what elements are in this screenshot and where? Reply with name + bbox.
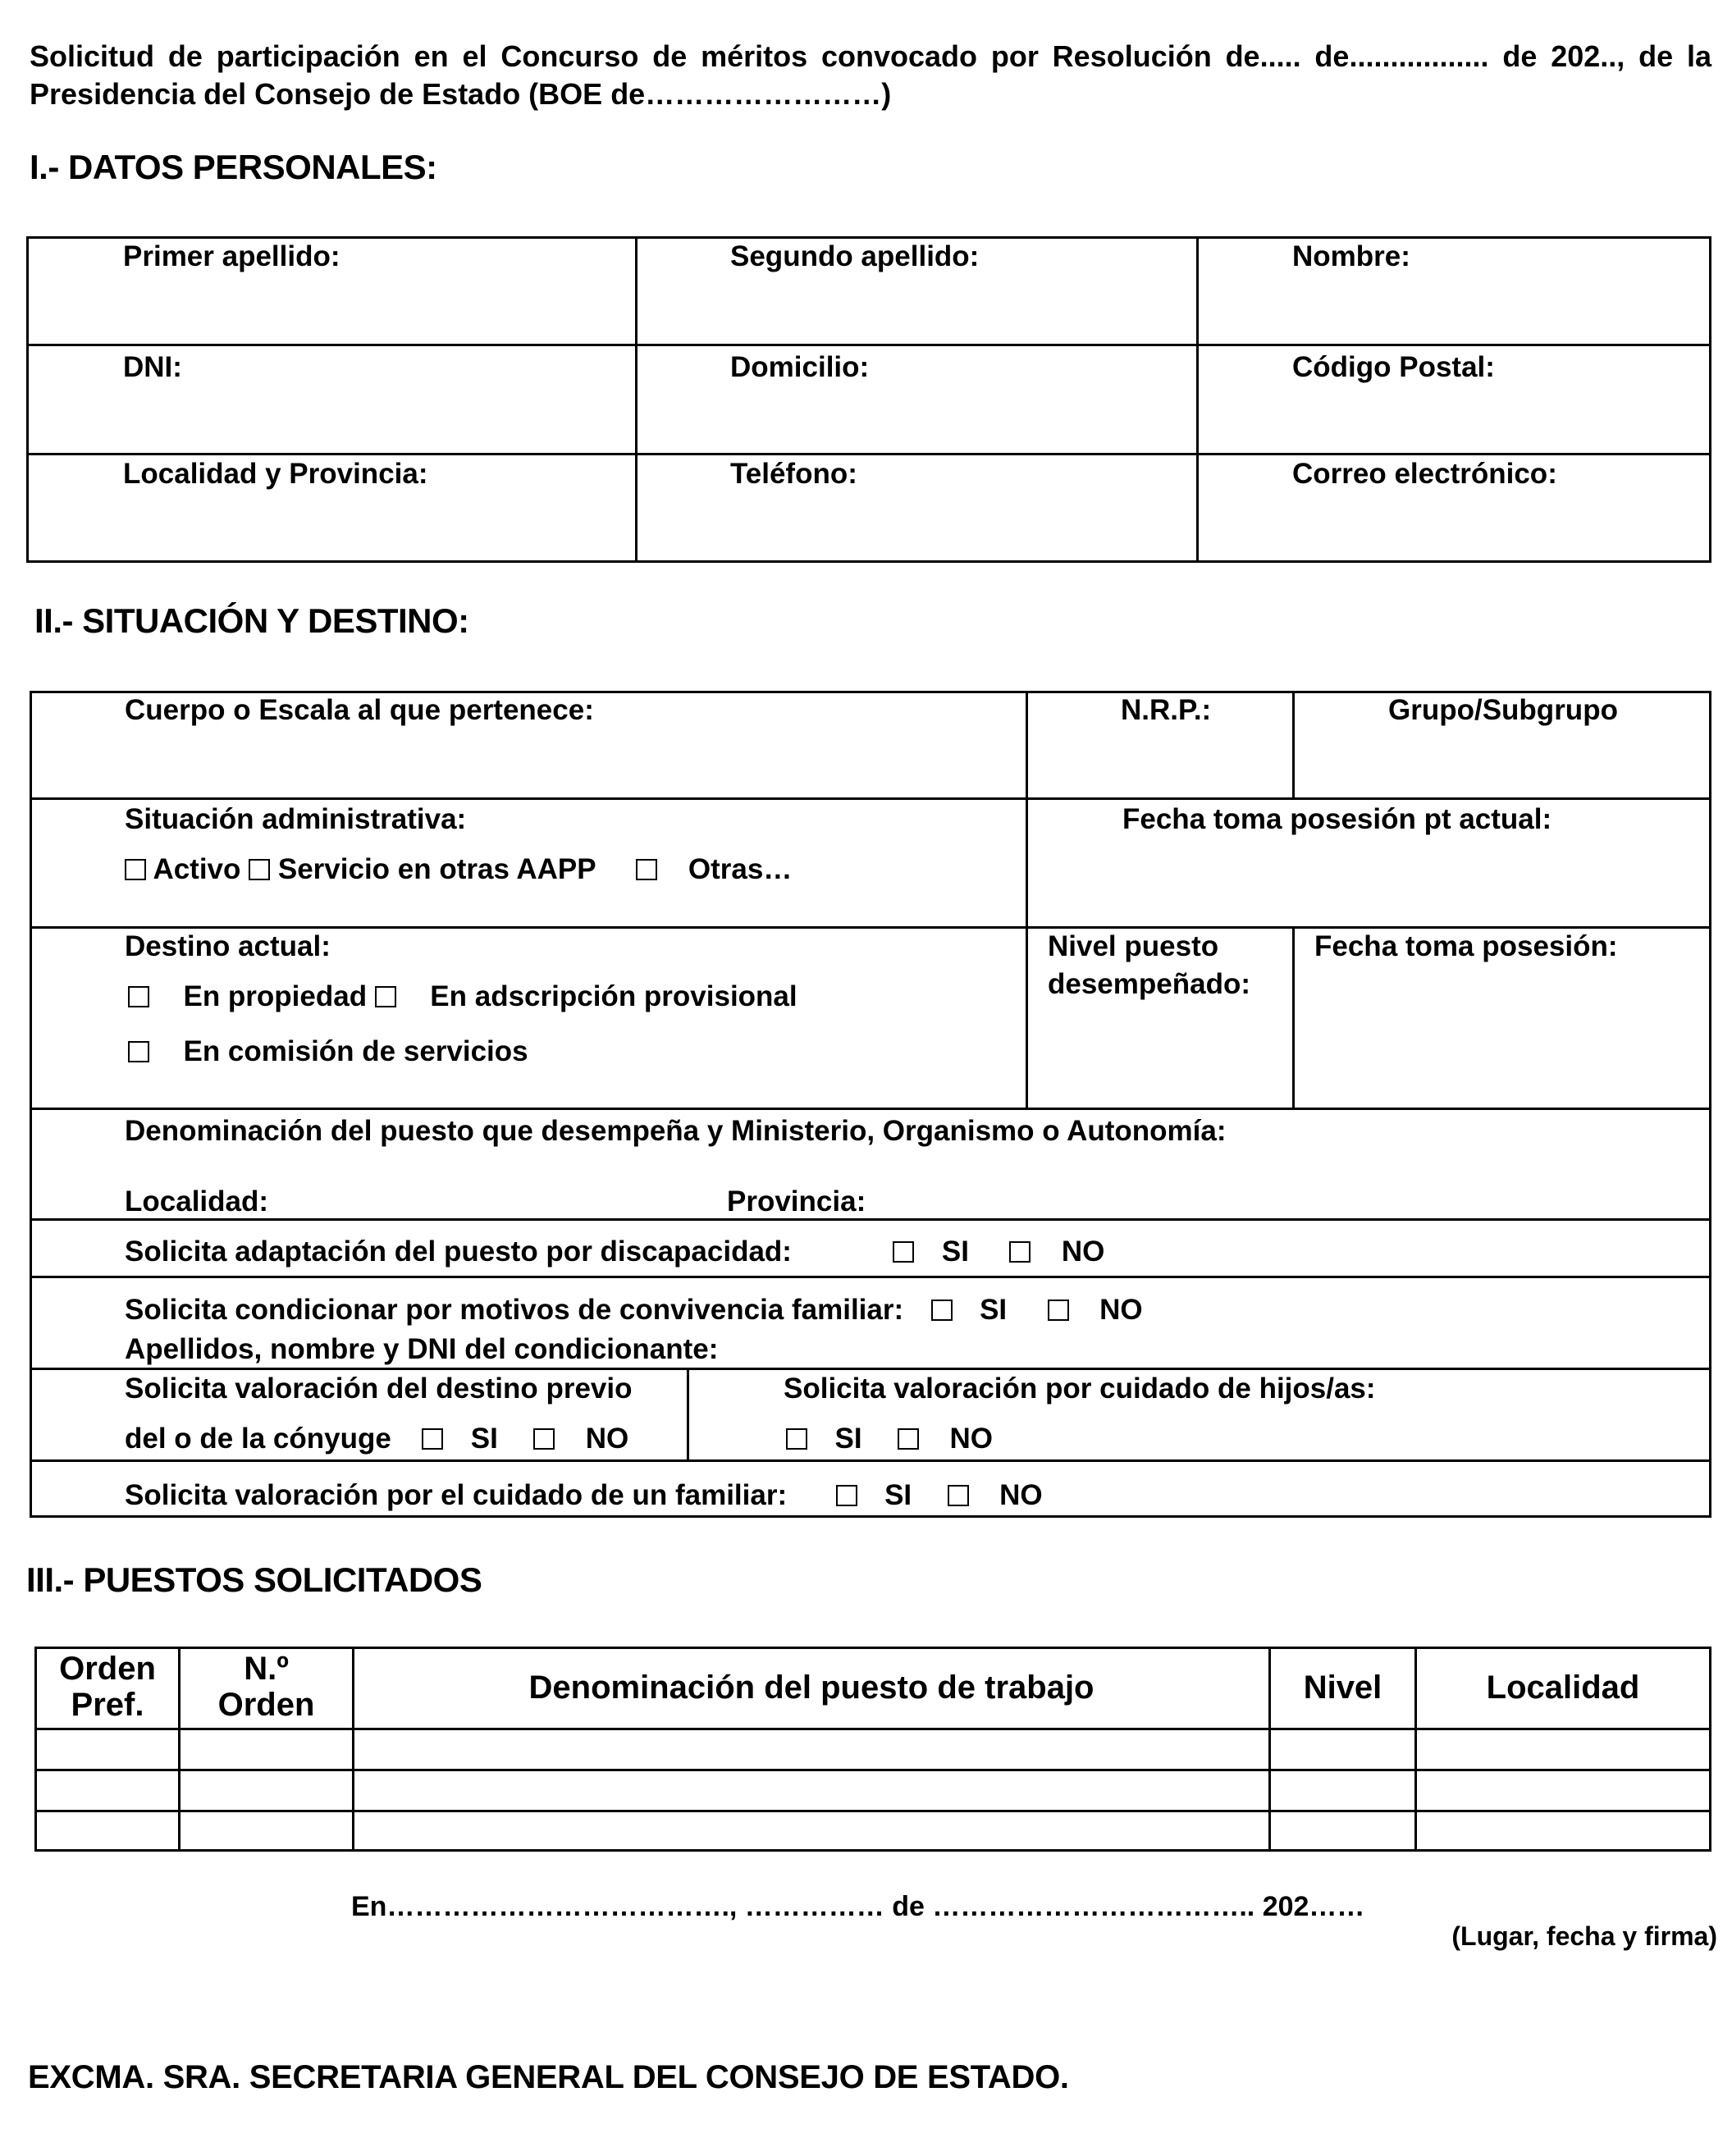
col-orden-pref-2: Pref.: [71, 1687, 144, 1723]
option-propiedad-label: En propiedad: [183, 980, 368, 1012]
intro-text: [30, 38, 1711, 113]
field-dni[interactable]: DNI:: [123, 351, 182, 383]
divider: [34, 1728, 1711, 1730]
field-fecha-toma-posesion[interactable]: Fecha toma posesión:: [1314, 930, 1618, 962]
signature-line[interactable]: En………………………………., …………… de …………………………….. 202……: [351, 1891, 1365, 1922]
checkbox-familiar-si[interactable]: [836, 1485, 857, 1506]
field-codigo-postal[interactable]: Código Postal:: [1292, 351, 1495, 383]
condicionar-label: Solicita condicionar por motivos de convivencia familiar:: [125, 1294, 904, 1326]
condicionar-no: NO: [1099, 1294, 1143, 1326]
field-segundo-apellido[interactable]: Segundo apellido:: [730, 240, 980, 272]
field-telefono[interactable]: Teléfono:: [730, 458, 857, 490]
nivel-line-2: desempeñado:: [1048, 968, 1250, 1000]
option-otras-label: Otras…: [688, 853, 793, 885]
familiar-row: [125, 1479, 1043, 1512]
divider: [687, 1368, 689, 1460]
checkbox-destino-previo-no[interactable]: [533, 1428, 555, 1450]
checkbox-servicio-otras-aapp[interactable]: [249, 859, 270, 880]
field-provincia[interactable]: Provincia:: [727, 1185, 866, 1217]
option-servicio-label: Servicio en otras AAPP: [277, 853, 596, 885]
checkbox-familiar-no[interactable]: [948, 1485, 969, 1506]
checkbox-condicionar-si[interactable]: [931, 1300, 953, 1321]
col-orden-pref-1: Orden: [59, 1651, 156, 1687]
checkbox-adscripcion-provisional[interactable]: [375, 986, 396, 1007]
destino-options-row1: [128, 980, 797, 1013]
divider: [1292, 691, 1295, 798]
hijos-label: Solicita valoración por cuidado de hijos/as:: [784, 1373, 1376, 1405]
divider: [26, 344, 1711, 346]
adaptacion-label: Solicita adaptación del puesto por discapacidad:: [125, 1236, 792, 1268]
field-primer-apellido[interactable]: Primer apellido:: [123, 240, 340, 272]
col-num-orden-2: Orden: [217, 1687, 315, 1723]
col-num-orden: [181, 1651, 352, 1723]
section-title-puestos: III.- PUESTOS SOLICITADOS: [26, 1560, 482, 1599]
field-grupo-subgrupo[interactable]: Grupo/Subgrupo: [1388, 694, 1618, 726]
field-nivel-puesto[interactable]: [1048, 930, 1250, 1001]
field-fecha-posesion-actual[interactable]: Fecha toma posesión pt actual:: [1122, 803, 1552, 835]
field-denominacion-puesto[interactable]: Denominación del puesto que desempeña y Ministerio, Organismo o Autonomía:: [125, 1115, 1227, 1147]
hijos-si: SI: [834, 1423, 862, 1455]
adaptacion-row: [125, 1236, 1104, 1268]
section-title-situacion: II.- SITUACIÓN Y DESTINO:: [34, 601, 469, 640]
divider: [1196, 236, 1199, 563]
familiar-label: Solicita valoración por el cuidado de un familiar:: [125, 1479, 788, 1511]
divider: [1292, 926, 1295, 1108]
checkbox-condicionar-no[interactable]: [1048, 1300, 1069, 1321]
field-localidad[interactable]: Localidad:: [125, 1185, 269, 1217]
condicionar-si: SI: [980, 1294, 1008, 1326]
intro-line-2: Presidencia del Consejo de Estado (BOE de……………………): [30, 77, 892, 111]
adaptacion-no: NO: [1061, 1236, 1105, 1268]
hijos-row: [786, 1423, 993, 1455]
personal-data-table: [26, 236, 1711, 563]
divider: [30, 797, 1711, 800]
field-cuerpo-escala[interactable]: Cuerpo o Escala al que pertenece:: [125, 694, 594, 726]
checkbox-adaptacion-no[interactable]: [1009, 1241, 1031, 1263]
signature-caption: (Lugar, fecha y firma): [1451, 1921, 1717, 1951]
adaptacion-si: SI: [941, 1236, 969, 1268]
field-nombre[interactable]: Nombre:: [1292, 240, 1410, 272]
destino-label: Destino actual:: [125, 930, 331, 962]
divider: [30, 1459, 1711, 1462]
checkbox-adaptacion-si[interactable]: [893, 1241, 914, 1263]
situacion-label: Situación administrativa:: [125, 803, 467, 835]
col-orden-pref: [37, 1651, 178, 1723]
field-domicilio[interactable]: Domicilio:: [730, 351, 870, 383]
checkbox-en-propiedad[interactable]: [128, 986, 149, 1007]
field-localidad-provincia[interactable]: Localidad y Provincia:: [123, 458, 428, 490]
checkbox-comision-servicios[interactable]: [128, 1041, 149, 1062]
familiar-no: NO: [999, 1479, 1043, 1511]
divider: [30, 1218, 1711, 1221]
divider: [34, 1769, 1711, 1771]
divider: [30, 1108, 1711, 1110]
destino-previo-no: NO: [585, 1423, 629, 1455]
option-adscripcion-label: En adscripción provisional: [430, 980, 797, 1012]
destino-options-row2: [128, 1035, 528, 1068]
familiar-si: SI: [884, 1479, 912, 1511]
option-comision-label: En comisión de servicios: [183, 1035, 528, 1067]
divider: [26, 453, 1711, 455]
field-correo[interactable]: Correo electrónico:: [1292, 458, 1557, 490]
checkbox-hijos-no[interactable]: [898, 1428, 919, 1450]
checkbox-activo[interactable]: [125, 859, 146, 880]
intro-line-1: Solicitud de participación en el Concurso de méritos convocado por Resolución de..... de................. de 202.., de la: [30, 39, 1711, 73]
condicionar-row: [125, 1294, 1143, 1327]
col-denominacion: Denominación del puesto de trabajo: [528, 1670, 1094, 1706]
destino-previo-row: [125, 1423, 628, 1455]
field-nrp[interactable]: N.R.P.:: [1121, 694, 1212, 726]
destino-previo-si: SI: [470, 1423, 498, 1455]
option-activo-label: Activo: [153, 853, 241, 885]
addressee: EXCMA. SRA. SECRETARIA GENERAL DEL CONSEJO DE ESTADO.: [28, 2059, 1069, 2095]
destino-previo-label-2: del o de la cónyuge: [125, 1423, 391, 1455]
field-condicionante[interactable]: Apellidos, nombre y DNI del condicionante:: [125, 1333, 719, 1365]
nivel-line-1: Nivel puesto: [1048, 930, 1219, 962]
section-title-personal-data: I.- DATOS PERSONALES:: [30, 148, 437, 186]
col-nivel: Nivel: [1303, 1670, 1382, 1706]
divider: [30, 926, 1711, 929]
checkbox-destino-previo-si[interactable]: [422, 1428, 443, 1450]
col-localidad: Localidad: [1486, 1670, 1640, 1706]
divider: [1026, 691, 1028, 1108]
divider: [30, 1276, 1711, 1278]
checkbox-otras[interactable]: [636, 859, 657, 880]
hijos-no: NO: [949, 1423, 993, 1455]
checkbox-hijos-si[interactable]: [786, 1428, 807, 1450]
situacion-options: [125, 853, 792, 886]
divider: [34, 1810, 1711, 1812]
divider: [635, 236, 638, 563]
destino-previo-label: Solicita valoración del destino previo: [125, 1373, 633, 1405]
divider: [30, 1368, 1711, 1370]
col-num-orden-1: N.º: [244, 1651, 289, 1687]
